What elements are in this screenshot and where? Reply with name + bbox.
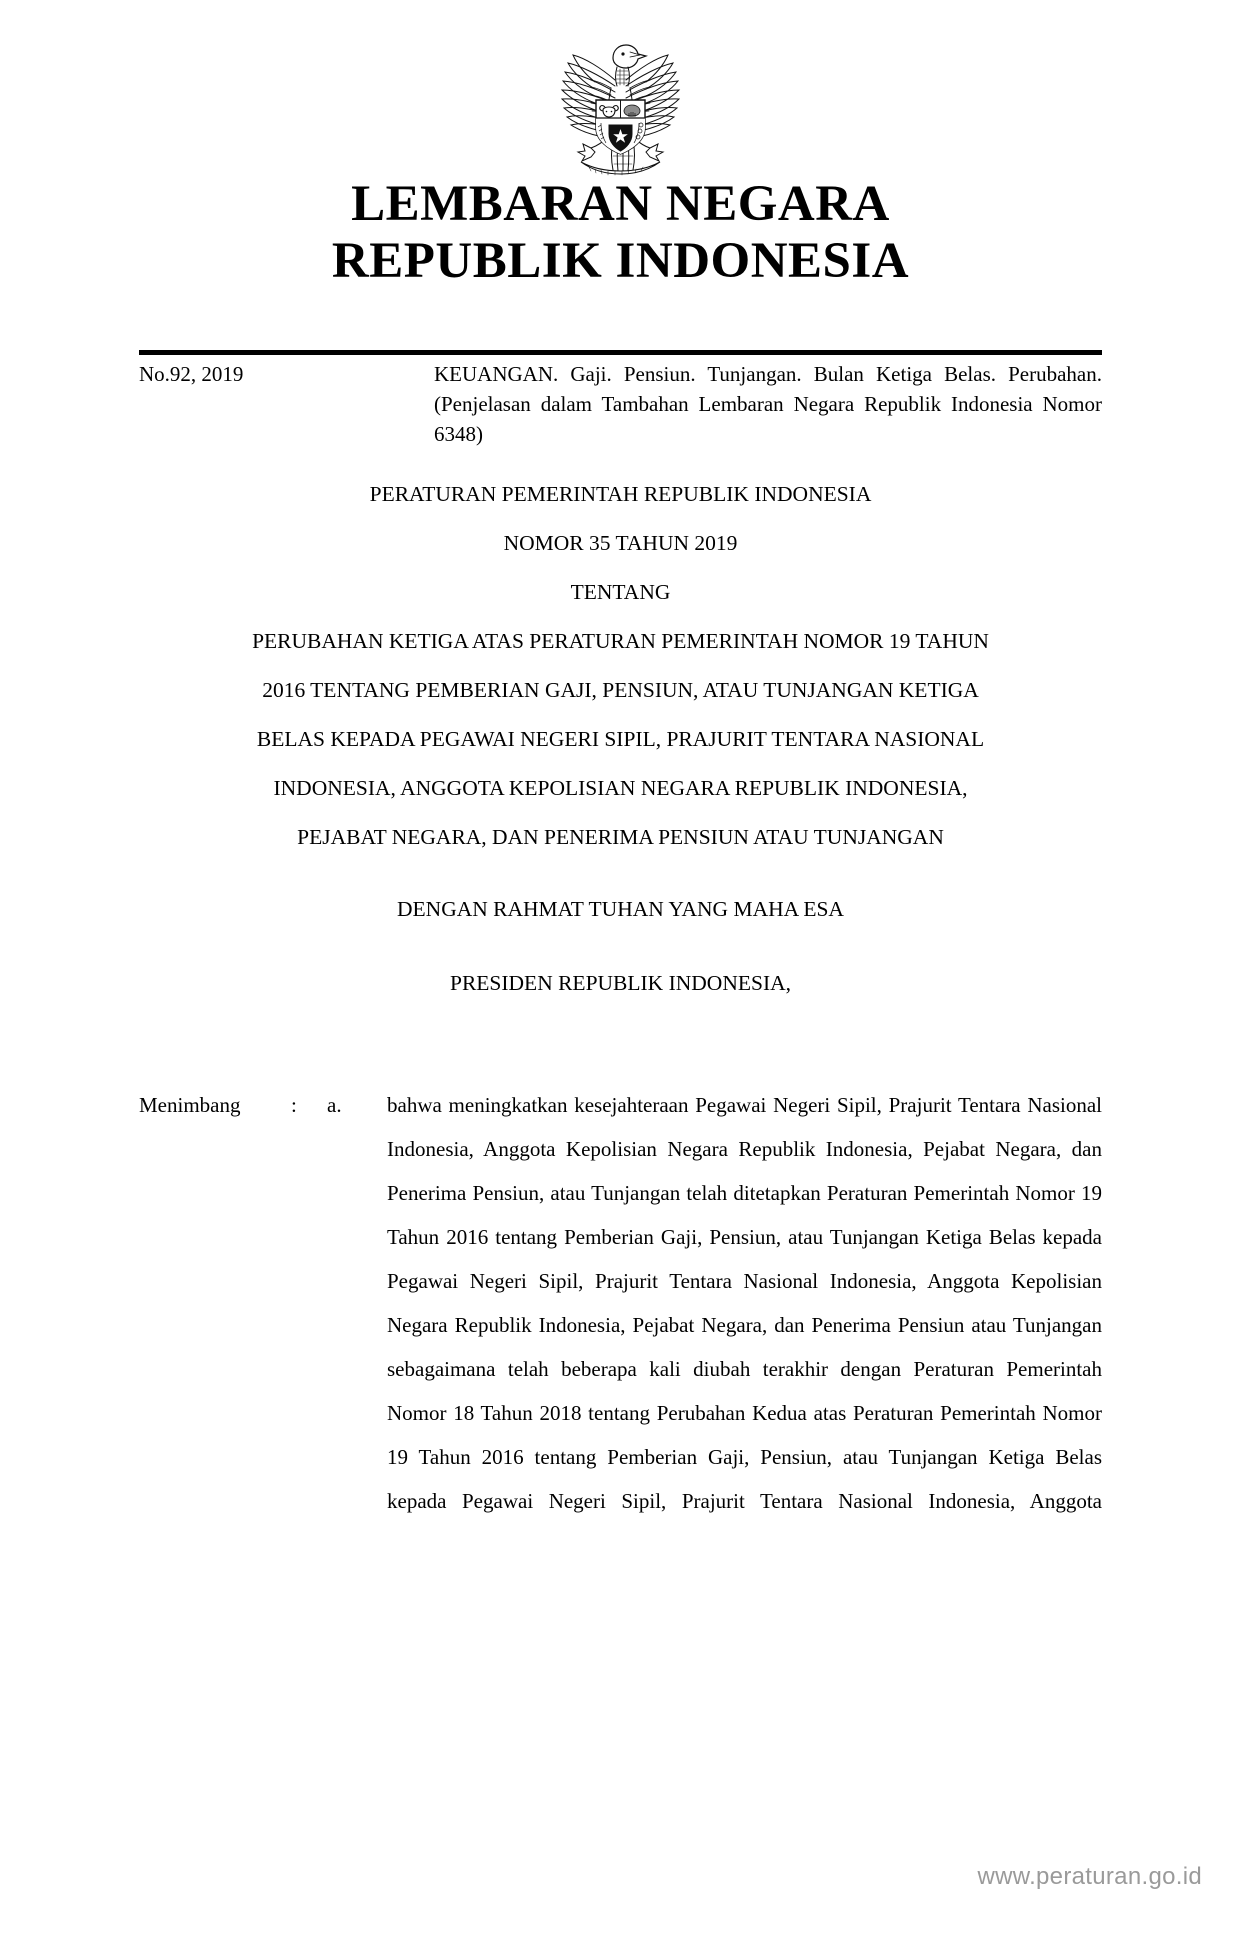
title-spacer-6 [120, 757, 1121, 771]
emblem-container [0, 28, 1241, 183]
enactment-formula: DENGAN RAHMAT TUHAN YANG MAHA ESA [397, 897, 844, 921]
title-about-label: TENTANG [570, 580, 671, 604]
masthead-line-1: LEMBARAN NEGARA [351, 176, 890, 232]
title-subject-line-5: PEJABAT NEGARA, DAN PENERIMA PENSIUN ATAU TUNJANGAN [297, 825, 944, 849]
considering-clause [139, 1083, 1102, 1523]
masthead-divider [139, 350, 1102, 355]
masthead-line-2: REPUBLIK INDONESIA [331, 233, 910, 289]
president-line: PRESIDEN REPUBLIK INDONESIA, [449, 971, 792, 995]
gazette-header-row [139, 359, 1102, 449]
title-issuer: PERATURAN PEMERINTAH REPUBLIK INDONESIA [369, 482, 872, 506]
considering-item-marker: a. [327, 1093, 342, 1117]
masthead [0, 176, 1241, 290]
source-watermark: www.peraturan.go.id [977, 1863, 1202, 1890]
title-spacer-3 [120, 610, 1121, 624]
title-subject-line-4: INDONESIA, ANGGOTA KEPOLISIAN NEGARA REPUBLIK INDONESIA, [273, 776, 968, 800]
garuda-pancasila-icon [533, 28, 708, 178]
title-subject-line-1: PERUBAHAN KETIGA ATAS PERATURAN PEMERINTAH NOMOR 19 TAHUN [252, 629, 989, 653]
title-spacer-1 [120, 512, 1121, 526]
title-number: NOMOR 35 TAHUN 2019 [503, 531, 738, 555]
title-subject-line-3: BELAS KEPADA PEGAWAI NEGERI SIPIL, PRAJURIT TENTARA NASIONAL [256, 727, 985, 751]
considering-colon: : [291, 1093, 297, 1117]
title-spacer-7 [120, 806, 1121, 820]
regulation-title-block [120, 477, 1121, 855]
title-spacer-4 [120, 659, 1121, 673]
considering-item-text: bahwa meningkatkan kesejahteraan Pegawai Negeri Sipil, Prajurit Tentara Nasional Indonesia, Anggota Kepolisian Negara Republik Indonesia, Pejabat Negara, dan Penerima Pensiun, atau Tunjangan telah ditetapkan Peraturan Pemerintah Nomor 19 Tahun 2016 tentang Pemberian Gaji, Pensiun, atau Tunjangan Ketiga Belas kepada Pegawai Negeri Sipil, Prajurit Tentara Nasional Indonesia, Anggota Kepolisian Negara Republik Indonesia, Pejabat Negara, dan Penerima Pensiun atau Tunjangan sebagaimana telah beberapa kali diubah terakhir dengan Peraturan Pemerintah Nomor 18 Tahun 2018 tentang Perubahan Kedua atas Peraturan Pemerintah Nomor 19 Tahun 2016 tentang Pemberian Gaji, Pensiun, atau Tunjangan Ketiga Belas kepada Pegawai Negeri Sipil, Prajurit Tentara Nasional Indonesia, Anggota [387, 1093, 1102, 1513]
gazette-subject: KEUANGAN. Gaji. Pensiun. Tunjangan. Bulan Ketiga Belas. Perubahan. (Penjelasan dalam Tambahan Lembaran Negara Republik Indonesia Nomor 6348) [434, 362, 1102, 446]
title-spacer-5 [120, 708, 1121, 722]
title-subject-line-2: 2016 TENTANG PEMBERIAN GAJI, PENSIUN, ATAU TUNJANGAN KETIGA [262, 678, 979, 702]
considering-label: Menimbang [139, 1093, 241, 1117]
gazette-number: No.92, 2019 [139, 362, 244, 386]
title-spacer-2 [120, 561, 1121, 575]
